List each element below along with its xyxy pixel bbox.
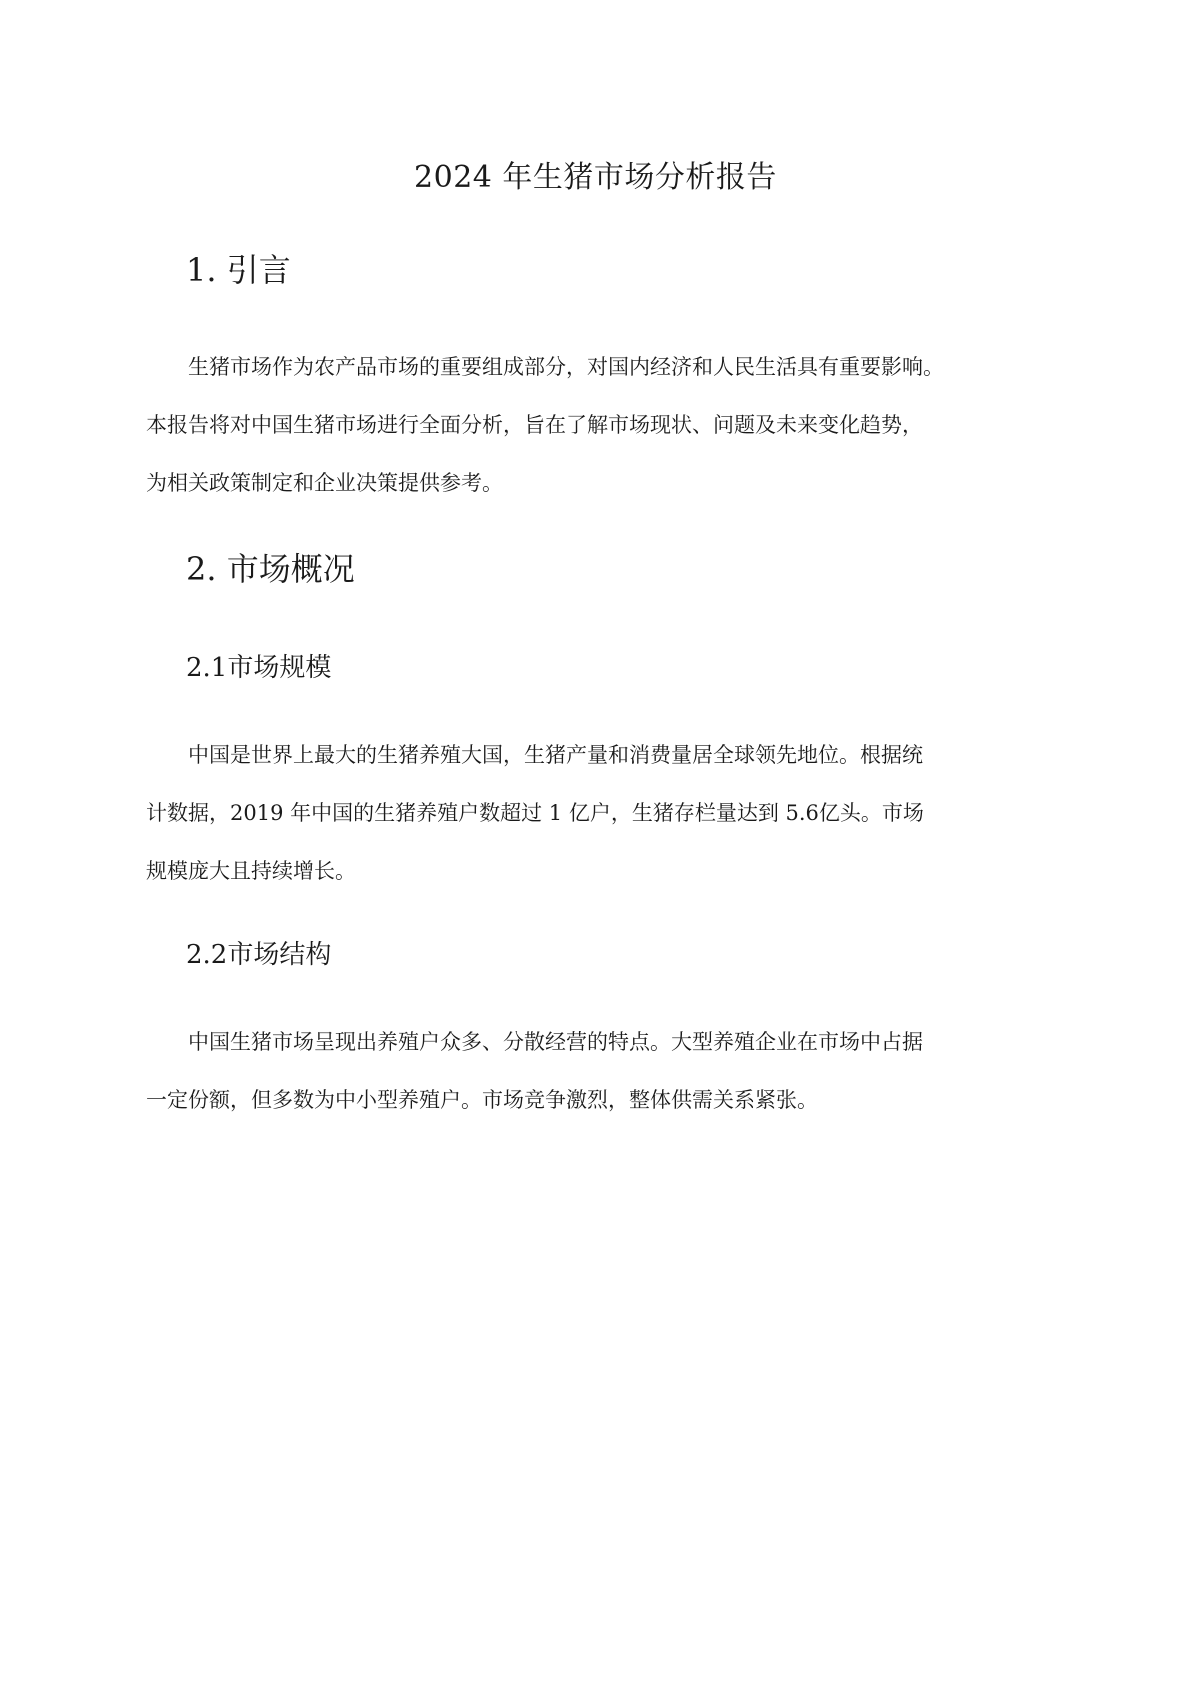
paragraph-line: 一定份额，但多数为中小型养殖户。市场竞争激烈，整体供需关系紧张。 xyxy=(146,1088,818,1112)
document-title: 2024 年生猪市场分析报告 xyxy=(414,160,777,195)
market-size-paragraph xyxy=(146,738,924,912)
paragraph-line: 计数据，2019 年中国的生猪养殖户数超过 1 亿户，生猪存栏量达到 5.6亿头。市场 xyxy=(146,801,924,825)
paragraph-line: 本报告将对中国生猪市场进行全面分析，旨在了解市场现状、问题及未来变化趋势， xyxy=(146,413,923,437)
section-heading-introduction: 1. 引言 xyxy=(186,251,291,289)
market-structure-paragraph xyxy=(146,1025,923,1141)
paragraph-line: 为相关政策制定和企业决策提供参考。 xyxy=(146,471,503,495)
subsection-heading-market-structure: 2.2市场结构 xyxy=(186,940,332,970)
subsection-heading-market-size: 2.1市场规模 xyxy=(186,653,332,683)
paragraph-line: 规模庞大且持续增长。 xyxy=(146,859,356,883)
paragraph-line: 生猪市场作为农产品市场的重要组成部分，对国内经济和人民生活具有重要影响。 xyxy=(188,355,944,379)
paragraph-line: 中国是世界上最大的生猪养殖大国，生猪产量和消费量居全球领先地位。根据统 xyxy=(188,743,923,767)
section-heading-market-overview: 2. 市场概况 xyxy=(186,550,355,588)
paragraph-line: 中国生猪市场呈现出养殖户众多、分散经营的特点。大型养殖企业在市场中占据 xyxy=(188,1030,923,1054)
introduction-paragraph xyxy=(146,350,944,524)
